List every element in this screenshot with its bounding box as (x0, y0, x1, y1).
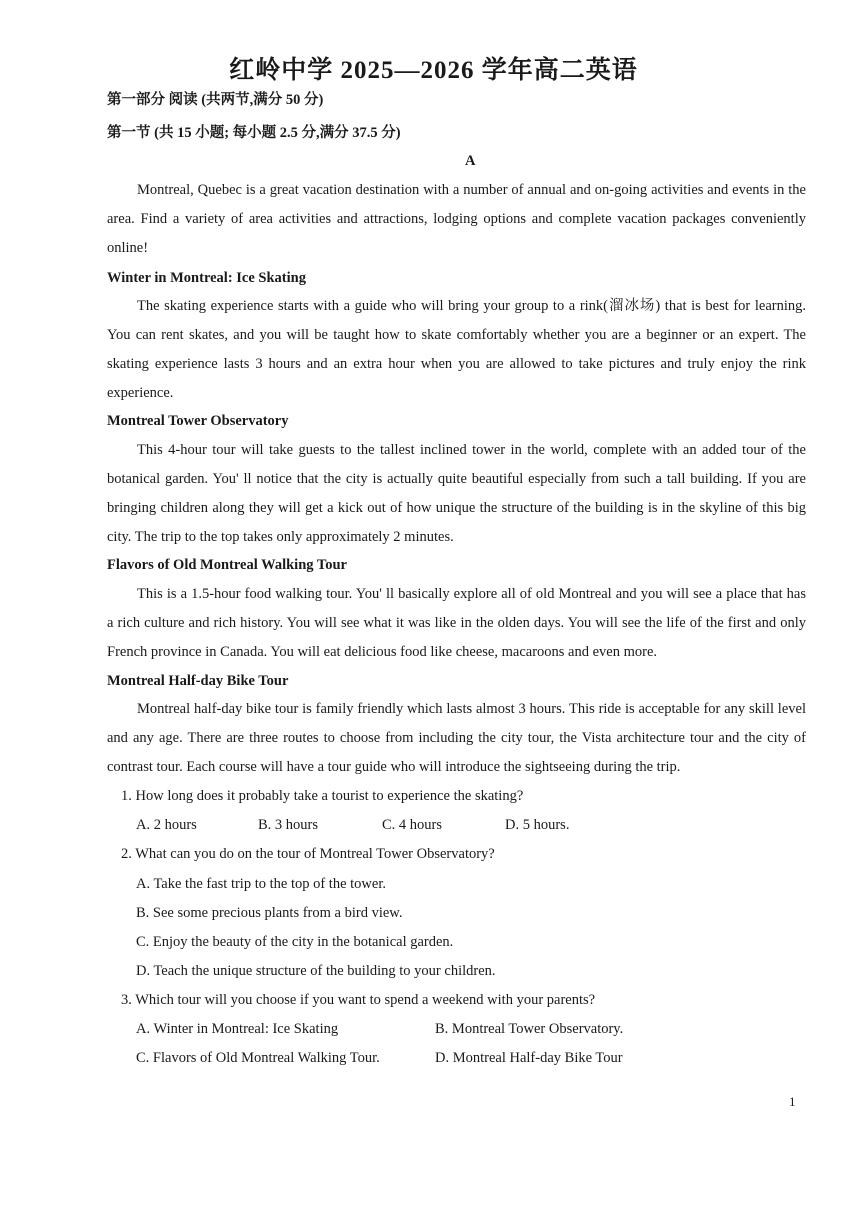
question-2-option-a: A. Take the fast trip to the top of the tower. (136, 876, 386, 892)
question-1-stem: 1. How long does it probably take a tourist to experience the skating? (121, 788, 524, 804)
question-1-option-b: B. 3 hours (258, 817, 319, 833)
section-heading-bike: Montreal Half-day Bike Tour (107, 673, 289, 689)
question-3-option-a: A. Winter in Montreal: Ice Skating (136, 1021, 339, 1037)
section-text-walking: This is a 1.5-hour food walking tour. You' ll basically explore all of old Montreal and you will see a place that has a rich culture and rich history. You will see what it was like in the olden days. You will see the life of the first and only French province in Canada. You will eat delicious food like cheese, macaroons and even more. (107, 586, 806, 660)
question-1-option-a: A. 2 hours (136, 817, 197, 833)
page-title: 红岭中学 2025—2026 学年高二英语 (229, 57, 638, 84)
question-2-stem: 2. What can you do on the tour of Montreal Tower Observatory? (121, 846, 495, 862)
section-heading-skating: Winter in Montreal: Ice Skating (107, 270, 306, 286)
section-heading-tower: Montreal Tower Observatory (107, 413, 289, 429)
question-3-option-d: D. Montreal Half-day Bike Tour (435, 1050, 623, 1066)
section-text-skating: The skating experience starts with a guide who will bring your group to a rink(溜冰场) that is best for learning. You can rent skates, and you will be taught how to skate comfortably whether you are a beginner or an expert. The skating experience lasts 3 hours and an extra hour when you are allowed to take pictures and truly enjoy the rink experience. (107, 298, 806, 401)
question-1-option-d: D. 5 hours. (505, 817, 570, 833)
question-1-option-c: C. 4 hours (382, 817, 443, 833)
page-number: 1 (789, 1094, 796, 1109)
question-2-option-b: B. See some precious plants from a bird view. (136, 905, 403, 921)
section-text-bike: Montreal half-day bike tour is family friendly which lasts almost 3 hours. This ride is acceptable for any skill level and any age. There are three routes to choose from including the city tour, the Vista architecture tour and the city of contrast tour. Each course will have a tour guide who will introduce the sightseeing during the trip. (107, 701, 806, 775)
passage-label: A (465, 153, 476, 169)
passage-intro: Montreal, Quebec is a great vacation destination with a number of annual and on-going activities and events in the area. Find a variety of area activities and attractions, lodging options and complete vacation packages conveniently online! (107, 182, 806, 256)
question-3-stem: 3. Which tour will you choose if you want to spend a weekend with your parents? (121, 992, 596, 1008)
section-heading-walking: Flavors of Old Montreal Walking Tour (107, 557, 347, 573)
section-heading: 第一节 (共 15 小题; 每小题 2.5 分,满分 37.5 分) (107, 125, 401, 141)
section-text-tower: This 4-hour tour will take guests to the tallest inclined tower in the world, complete with an added tour of the botanical garden. You' ll notice that the city is actually quite beautiful especially from such a tall building. If you are bringing children along they will get a kick out of how unique the structure of the building is in the skyline of this big city. The trip to the top takes only approximately 2 minutes. (107, 442, 806, 545)
question-3-option-c: C. Flavors of Old Montreal Walking Tour. (136, 1050, 380, 1066)
part-heading: 第一部分 阅读 (共两节,满分 50 分) (107, 92, 324, 108)
question-3-option-b: B. Montreal Tower Observatory. (435, 1021, 624, 1037)
question-2-option-c: C. Enjoy the beauty of the city in the botanical garden. (136, 934, 454, 950)
question-2-option-d: D. Teach the unique structure of the building to your children. (136, 963, 496, 979)
